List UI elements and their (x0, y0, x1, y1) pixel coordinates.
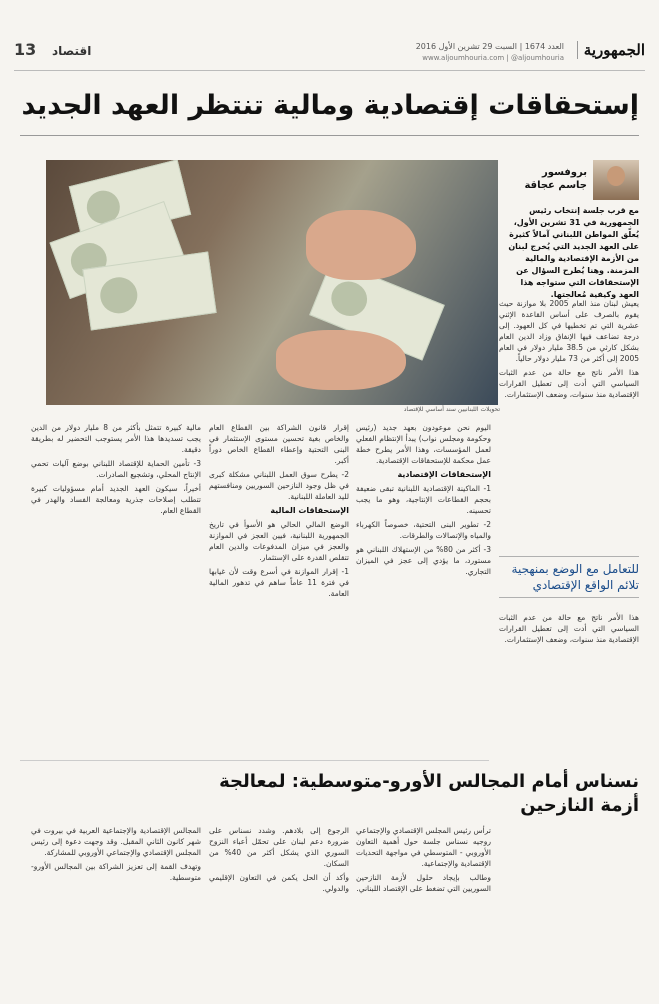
headline-rule (20, 135, 639, 136)
article-column-1 (499, 298, 639, 548)
paragraph: أخيراً، سيكون العهد الجديد أمام مسؤوليات كبيرة تتطلب إصلاحات جذرية ومعالجة الفساد والهدر في القطاع العام. (31, 484, 201, 515)
author-avatar (593, 160, 639, 200)
paragraph: 3- أكثر من 80% من الإستهلاك اللبناني هو مستورد، ما يؤدي إلى عجز في الميزان التجاري. (356, 545, 491, 576)
masthead (577, 40, 645, 59)
second-column-3 (31, 825, 201, 995)
author-title: بروفسور (542, 167, 587, 178)
newspaper-logo: الجمهورية (577, 41, 645, 59)
second-headline: نسناس أمام المجالس الأورو-متوسطية: لمعالجة أزمة النازحين (219, 771, 639, 816)
paragraph: المجالس الإقتصادية والإجتماعية العربية في بيروت في شهر كانون الثاني المقبل. وقد وجهت دعوة إلى رئيس المجلس الإقتصادي والإجتماعي الأوروبي للمشاركة. (31, 826, 201, 857)
author-byline (524, 166, 587, 192)
article-column-2 (356, 422, 491, 752)
issue-info: العدد 1674 | السبت 29 تشرين الأول 2016 (415, 42, 564, 51)
paragraph: 1- إقرار الموازنة في أسرع وقت لأن غيابها في فترة 11 عاماً ساهم في تدهور المالية العامة. (209, 567, 349, 598)
paragraph: وأكد أن الحل يكمن في التعاون الإقليمي والدولي. (209, 873, 349, 893)
paragraph: يعيش لبنان منذ العام 2005 بلا موازنة حيث يقوم بالصرف على أساس القاعدة الإثني عشرية التي تم تخطيها في كل العهود. إلى درجة تضاعف فيها الإنفاق وزاد الدين العام بشكل كارثي من 38.5 مليار دولار في العام 2005 إلى أكثر من 73 مليار دولار حالياً. (499, 299, 639, 363)
subheading: الإستحقاقات المالية (270, 506, 349, 515)
hand (306, 210, 416, 280)
article-column-1b (499, 612, 639, 762)
website-info: www.aljoumhouria.com | @aljoumhouria (422, 54, 564, 62)
article-column-3 (209, 422, 349, 752)
article-column-4 (31, 422, 201, 752)
photo-caption: تحويلات اللبنانيين سند أساسي للإقتصاد (403, 406, 500, 413)
subheading: الإستحقاقات الإقتصادية (397, 470, 491, 479)
section-label: اقتصاد (52, 44, 92, 58)
paragraph: هذا الأمر ناتج مع حالة من عدم الثبات السياسي التي أدت إلى تعطيل القرارات الإقتصادية منذ سنوات، وضعف الإستثمارات. (499, 368, 639, 399)
paragraph: 1- الماكينة الإقتصادية اللبنانية تبقى ضعيفة بحجم القطاعات الإنتاجية، وهو ما يجب تحسينه. (356, 484, 491, 515)
paragraph: هذا الأمر ناتج مع حالة من عدم الثبات السياسي التي أدت إلى تعطيل القرارات الإقتصادية منذ سنوات، وضعف الإستثمارات. (499, 613, 639, 644)
page-header (0, 0, 659, 78)
paragraph: 3- تأمين الحماية للإقتصاد اللبناني بوضع آليات تحمي الإنتاج المحلي، وتشجيع الصادرات. (31, 459, 201, 479)
header-rule (14, 70, 645, 71)
paragraph: إقرار قانون الشراكة بين القطاع العام والخاص بغية تحسين مستوى الإستثمار في البنى التحتية وإعطاء القطاع الخاص دوراً أكبر. (209, 423, 349, 465)
article-lead: مع قرب جلسة إنتخاب رئيس الجمهورية في 31 تشرين الأول، يُعلّق المواطن اللبناني آمالاً كثيرة على العهد الجديد التي يُخرج لبنان من الأزمة الإقتصادية والمالية المزمنة. وهنا يُطرح السؤال عن الإستحقاقات التي ستواجه هذا العهد وكيفية مُعالجتها. (508, 206, 639, 299)
second-column-1 (356, 825, 491, 995)
hand (276, 330, 406, 390)
paragraph: وتهدف القمة إلى تعزيز الشراكة بين المجالس الأورو-متوسطية. (31, 862, 201, 882)
paragraph: وطالب بإيجاد حلول لأزمة النازحين السوريين التي تضغط على الإقتصاد اللبناني. (356, 873, 491, 893)
money-photo (46, 160, 498, 405)
paragraph: الرجوع إلى بلادهم. وشدد نسناس على ضرورة دعم لبنان على تحمّل أعباء النزوح السوري الذي يشكل أكثر من 40% من السكان. (209, 826, 349, 868)
paragraph: 2- يطرح سوق العمل اللبناني مشكلة كبرى في ظل وجود النازحين السوريين ومنافستهم لليد العاملة اللبنانية. (209, 470, 349, 501)
paragraph: مالية كبيرة تتمثل بأكثر من 8 مليار دولار من الدين يجب تسديدها هذا الأمر يستوجب التحضير له بطريقة دقيقة. (31, 423, 201, 454)
article-headline: إستحقاقات إقتصادية ومالية تنتظر العهد الجديد (21, 90, 639, 121)
pull-quote: للتعامل مع الوضع بمنهجية تلائم الواقع الإقتصادي (499, 556, 639, 598)
paragraph: الوضع المالي الحالي هو الأسوأ في تاريخ الجمهورية اللبنانية، فيين العجز في الموازنة والعجز في ميزان المدفوعات والدين العام تتقلص القدرة على الإستثمار. (209, 520, 349, 562)
second-column-2 (209, 825, 349, 995)
paragraph: اليوم نحن موعودون بعهد جديد (رئيس وحكومة ومجلس نواب) يبدأ الإنتظام الفعلي لعمل المؤسسات، وهذا الأمر يطرح خطة عمل محكمة للإستحقاقات الإقتصادية. (356, 423, 491, 465)
article-divider (20, 760, 489, 761)
paragraph: 2- تطوير البنى التحتية، خصوصاً الكهرباء والمياه والإتصالات والطرقات. (356, 520, 491, 540)
paragraph: ترأس رئيس المجلس الإقتصادي والإجتماعي روجيه نسناس جلسة حول أهمية التعاون الأوروبي - المتوسطي في مواجهة التحديات الإقتصادية والإجتماعية. (356, 826, 491, 868)
author-name: جاسم عجاقة (524, 180, 587, 191)
page-number: 13 (14, 40, 37, 59)
